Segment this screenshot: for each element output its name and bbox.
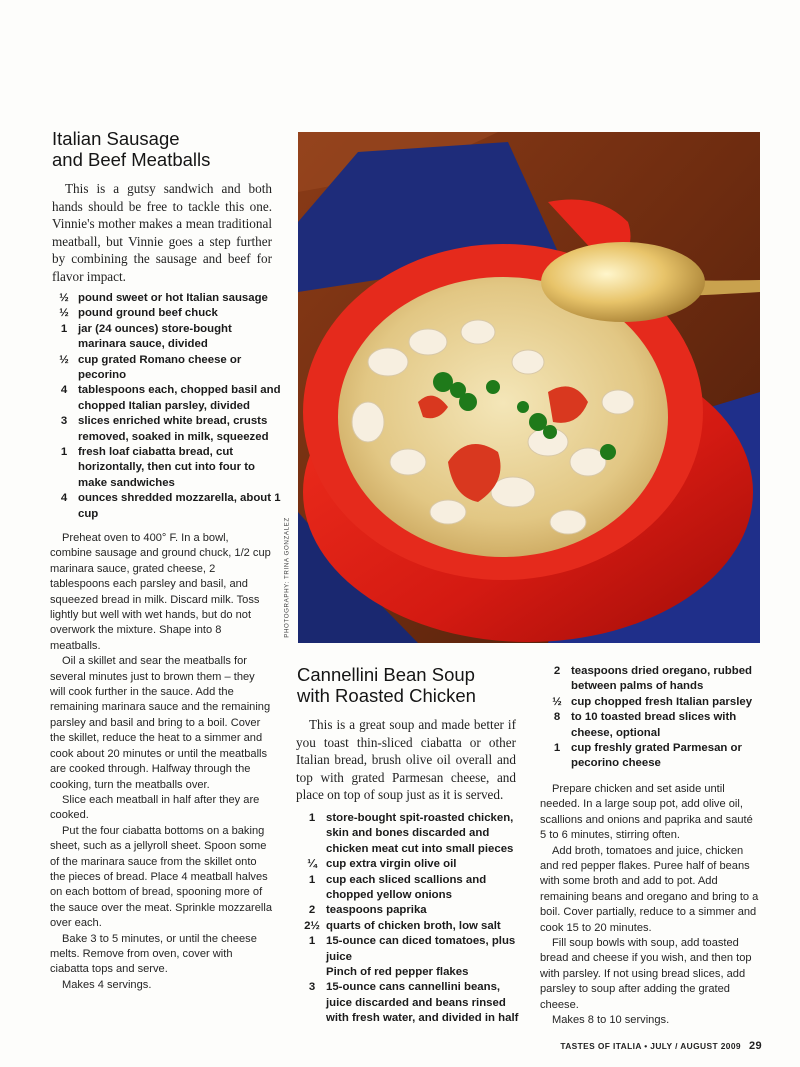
direction-paragraph: Bake 3 to 5 minutes, or until the cheese melts. Remove from oven, cover with ciabatta tops and serve. [50, 932, 257, 976]
ingredient-text: fresh loaf ciabatta bread, cut horizontally, then cut into four to make sandwiches [78, 446, 255, 489]
ingredient-text: slices enriched white bread, crusts removed, soaked in milk, squeezed [78, 415, 269, 443]
ingredient-item [298, 857, 526, 872]
footer-magazine: TASTES OF ITALIA • JULY / AUGUST 2009 [560, 1041, 741, 1051]
recipe2-directions [540, 782, 762, 1029]
ingredient-item [298, 919, 526, 934]
ingredient-item [543, 664, 765, 695]
recipe1-title-line1: Italian Sausage [52, 128, 180, 149]
ingredient-item [298, 873, 526, 904]
ingredient-text: quarts of chicken broth, low salt [326, 919, 501, 932]
ingredient-quantity: 3 [60, 415, 68, 428]
ingredient-text: cup each sliced scallions and chopped yellow onions [326, 873, 487, 902]
soup-bowl-image [298, 132, 760, 643]
recipe1-ingredients [50, 291, 282, 522]
ingredient-item [298, 903, 526, 918]
ingredient-quantity: 2½ [304, 919, 320, 932]
direction-paragraph: Fill soup bowls with soup, add toasted bread and cheese if you wish, and then top with parsley. If not using bread slices, add parsley to soup after adding the grated cheese. [540, 937, 752, 1011]
ingredient-item [50, 291, 282, 306]
ingredient-text: teaspoons paprika [326, 904, 427, 917]
ingredient-item [543, 741, 765, 772]
ingredient-item [543, 695, 765, 710]
ingredient-item [298, 965, 526, 980]
direction-paragraph: Preheat oven to 400° F. In a bowl, combine sausage and ground chuck, 1/2 cup marinara sauce, grated cheese, 2 tablespoons each parsley and basil, and squeezed bread in milk. Discard milk. Toss lightly but well with wet hands, but do not overwork the mixture. Shape into 8 meatballs. [50, 532, 271, 652]
ingredient-item [298, 811, 526, 857]
ingredient-quantity: 1 [308, 935, 316, 948]
page-footer [520, 1040, 762, 1052]
direction-paragraph: Makes 4 servings. [62, 978, 152, 991]
recipe2-intro: This is a great soup and made better if you toast thin-sliced ciabatta or other Italian bread, brush olive oil overall and top with grated Parmesan cheese, and place on top of soup just as it is served. [296, 717, 516, 802]
ingredient-text: cup freshly grated Parmesan or pecorino cheese [571, 742, 742, 770]
recipe2-ingredients [298, 811, 526, 1027]
recipe1-title [52, 128, 272, 170]
ingredient-item [50, 414, 282, 445]
ingredient-item [543, 710, 765, 741]
recipe1-directions [50, 531, 272, 993]
ingredient-text: ounces shredded mozzarella, about 1 cup [78, 492, 281, 520]
ingredient-item [50, 445, 282, 491]
ingredient-quantity: ½ [59, 353, 69, 366]
direction-paragraph: Prepare chicken and set aside until needed. In a large soup pot, add olive oil, scallions and onions and paprika and sauté 5 to 6 minutes, stirring often. [540, 783, 753, 842]
ingredient-quantity: 1 [553, 742, 561, 755]
ingredient-quantity: ½ [59, 307, 69, 320]
ingredient-quantity: 8 [553, 711, 561, 724]
recipe1-intro: This is a gutsy sandwich and both hands should be free to tackle this one. Vinnie's mother makes a mean traditional meatball, but Vinnie goes a step further by combining the sausage and beef for flavor impact. [52, 181, 272, 284]
direction-paragraph: Put the four ciabatta bottoms on a baking sheet, such as a jellyroll sheet. Spoon some of the marinara sauce from the skillet onto the pieces of bread. Place 4 meatball halves on each bottom of bread, spooning more of the sauce over the meat. Sprinkle mozzarella over each. [50, 824, 272, 930]
ingredient-quantity: 1 [60, 322, 68, 335]
soup-photo [298, 132, 760, 643]
ingredient-text: teaspoons dried oregano, rubbed between palms of hands [571, 665, 753, 693]
recipe1-title-line2: and Beef Meatballs [52, 149, 211, 170]
recipe2-title-line2: with Roasted Chicken [297, 685, 476, 706]
photo-credit-text: PHOTOGRAPHY: TRINA GONZALEZ [283, 517, 291, 638]
ingredient-item [50, 353, 282, 384]
ingredient-quantity: ½ [552, 695, 562, 708]
ingredient-quantity: 4 [60, 492, 68, 505]
ingredient-text: cup chopped fresh Italian parsley [571, 695, 753, 708]
recipe2-title-line1: Cannellini Bean Soup [297, 664, 475, 685]
ingredient-text: jar (24 ounces) store-bought marinara sauce, divided [78, 322, 232, 351]
ingredient-text: cup extra virgin olive oil [326, 858, 457, 871]
ingredient-quantity: 1 [60, 446, 68, 459]
ingredient-quantity: 1 [308, 873, 316, 886]
page-number: 29 [748, 1040, 762, 1052]
ingredient-item [50, 491, 282, 522]
direction-paragraph: Oil a skillet and sear the meatballs for several minutes just to brown them – they will cook further in the sauce. Add the remaining marinara sauce and the remaining parsley and basil and bring to a boil. Cover the skillet, reduce the heat to a simmer and cook about 20 minutes or until the meatballs are cooked through. Halfway through the cooking, turn the meatballs over. [50, 655, 271, 791]
ingredient-quantity: 1 [308, 812, 316, 824]
ingredient-quantity: 4 [60, 384, 68, 397]
ingredient-quantity [298, 965, 326, 980]
photo-credit [281, 519, 293, 641]
recipe2-title [297, 664, 537, 706]
direction-paragraph: Slice each meatball in half after they are cooked. [50, 793, 260, 822]
ingredient-item [50, 306, 282, 321]
ingredient-quantity: ½ [59, 292, 69, 304]
ingredient-quantity: ¼ [307, 858, 317, 871]
ingredient-text: pound ground beef chuck [78, 307, 218, 320]
ingredient-text: store-bought spit-roasted chicken, skin and bones discarded and chicken meat cut into small pieces [326, 812, 514, 855]
ingredient-text: tablespoons each, chopped basil and chopped Italian parsley, divided [78, 384, 281, 412]
ingredient-text: 15-ounce can diced tomatoes, plus juice [326, 935, 516, 963]
direction-paragraph: Makes 8 to 10 servings. [552, 1014, 670, 1027]
direction-paragraph: Add broth, tomatoes and juice, chicken and red pepper flakes. Puree half of beans with some broth and add to pot. Add remaining beans and oregano and bring to a boil. Cover partially, reduce to a simmer and cook 15 to 20 minutes. [540, 844, 759, 934]
ingredient-item [298, 980, 526, 1026]
ingredient-quantity: 2 [308, 904, 316, 917]
ingredient-item [298, 934, 526, 965]
ingredient-text: 15-ounce cans cannellini beans, juice discarded and beans rinsed with fresh water, and divided in half [326, 981, 519, 1025]
recipe2-ingredients-continued [543, 664, 765, 772]
ingredient-item [50, 383, 282, 414]
ingredient-quantity: 2 [553, 665, 561, 677]
ingredient-quantity: 3 [308, 981, 316, 994]
ingredient-text: to 10 toasted bread slices with cheese, optional [571, 711, 737, 739]
ingredient-text: cup grated Romano cheese or pecorino [78, 353, 242, 382]
ingredient-item [50, 322, 282, 353]
ingredient-text: Pinch of red pepper flakes [326, 966, 469, 979]
ingredient-text: pound sweet or hot Italian sausage [78, 292, 268, 304]
